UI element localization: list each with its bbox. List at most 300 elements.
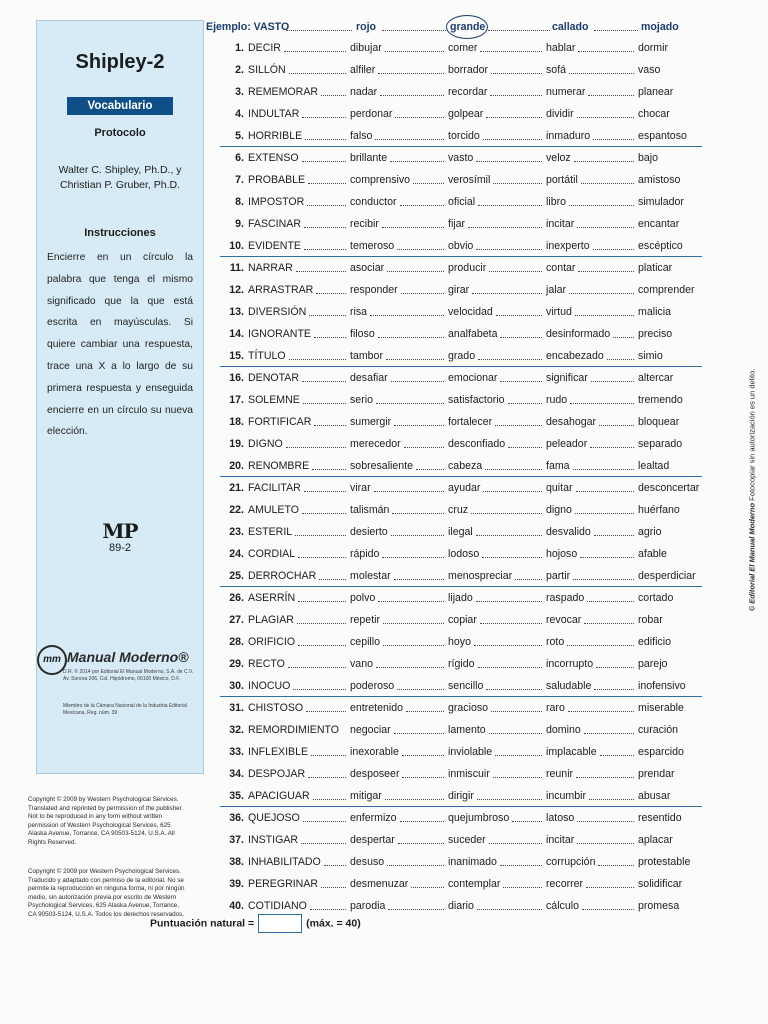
answer-option[interactable]: rígido — [448, 658, 475, 670]
item-number: 12. — [229, 284, 244, 296]
answer-option[interactable]: vaso — [638, 64, 661, 76]
dotted-leader — [569, 293, 634, 294]
answer-option[interactable]: poderoso — [350, 680, 395, 692]
item-number: 24. — [229, 548, 244, 560]
dotted-leader — [489, 843, 542, 844]
item-number: 10. — [229, 240, 244, 252]
answer-option[interactable]: miserable — [638, 702, 684, 714]
item-row — [204, 391, 724, 409]
answer-option[interactable]: inviolable — [448, 746, 493, 758]
item-keyword: HORRIBLE — [248, 130, 303, 142]
answer-option[interactable]: bajo — [638, 152, 659, 164]
dotted-leader — [577, 821, 634, 822]
dotted-leader — [568, 711, 634, 712]
answer-option[interactable]: oficial — [448, 196, 476, 208]
answer-option[interactable]: cabeza — [448, 460, 483, 472]
item-row — [204, 699, 724, 717]
answer-option[interactable]: afable — [638, 548, 667, 560]
answer-option[interactable]: analfabeta — [448, 328, 498, 340]
section-badge: Vocabulario — [67, 97, 173, 115]
answer-option[interactable]: resentido — [638, 812, 682, 824]
dotted-leader — [289, 359, 346, 360]
item-keyword: NARRAR — [248, 262, 293, 274]
item-row — [204, 611, 724, 629]
dotted-leader — [483, 491, 542, 492]
answer-option[interactable]: solidificar — [638, 878, 683, 890]
dotted-leader — [303, 403, 346, 404]
answer-option[interactable]: despertar — [350, 834, 395, 846]
answer-option[interactable]: talismán — [350, 504, 390, 516]
answer-option[interactable]: verosímil — [448, 174, 491, 186]
dotted-leader — [397, 249, 444, 250]
dotted-leader — [486, 689, 542, 690]
answer-option[interactable]: huérfano — [638, 504, 680, 516]
item-row — [204, 61, 724, 79]
answer-option[interactable]: incumbir — [546, 790, 587, 802]
answer-option[interactable]: gracioso — [448, 702, 489, 714]
answer-option[interactable]: negociar — [350, 724, 391, 736]
dotted-leader — [302, 513, 346, 514]
answer-option[interactable]: rápido — [350, 548, 380, 560]
answer-option[interactable]: comprender — [638, 284, 695, 296]
answer-option[interactable]: cálculo — [546, 900, 579, 912]
publisher-logo-icon: mm — [37, 645, 67, 675]
dotted-leader — [600, 755, 634, 756]
dotted-leader — [289, 73, 346, 74]
answer-option[interactable]: incitar — [546, 218, 575, 230]
answer-option[interactable]: fijar — [448, 218, 466, 230]
answer-option[interactable]: amistoso — [638, 174, 681, 186]
item-number: 22. — [229, 504, 244, 516]
answer-option[interactable]: encabezado — [546, 350, 604, 362]
publisher-membership: Miembro de la Cámara Nacional de la Industria Editorial Mexicana, Reg. núm. 39 — [63, 703, 187, 716]
answer-option[interactable]: bloquear — [638, 416, 680, 428]
dotted-leader — [310, 909, 346, 910]
item-row — [204, 347, 724, 365]
dotted-leader — [576, 777, 634, 778]
dotted-leader — [295, 535, 346, 536]
answer-option[interactable]: lamento — [448, 724, 486, 736]
answer-option[interactable]: repetir — [350, 614, 381, 626]
answer-option[interactable]: dormir — [638, 42, 669, 54]
answer-option[interactable]: jalar — [546, 284, 567, 296]
example-option: callado — [552, 21, 589, 33]
answer-option[interactable]: comer — [448, 42, 478, 54]
item-number: 38. — [229, 856, 244, 868]
answer-option[interactable]: menospreciar — [448, 570, 513, 582]
answer-option[interactable]: chocar — [638, 108, 670, 120]
answer-option[interactable]: espantoso — [638, 130, 687, 142]
answer-option[interactable]: fortalecer — [448, 416, 493, 428]
item-row — [204, 193, 724, 211]
answer-option[interactable]: inanimado — [448, 856, 497, 868]
group-divider — [220, 366, 702, 367]
dotted-leader — [383, 623, 444, 624]
item-row — [204, 545, 724, 563]
answer-option[interactable]: portátil — [546, 174, 578, 186]
item-row — [204, 567, 724, 585]
answer-option[interactable]: desafiar — [350, 372, 388, 384]
answer-option[interactable]: agrio — [638, 526, 662, 538]
answer-option[interactable]: brillante — [350, 152, 388, 164]
mp-mark: MP — [102, 519, 138, 543]
item-number: 7. — [235, 174, 244, 186]
dotted-leader — [304, 227, 346, 228]
answer-option[interactable]: lijado — [448, 592, 473, 604]
answer-option[interactable]: hoyo — [448, 636, 471, 648]
item-row — [204, 501, 724, 519]
dotted-leader — [573, 469, 634, 470]
answer-option[interactable]: diario — [448, 900, 474, 912]
answer-option[interactable]: partir — [546, 570, 571, 582]
dotted-leader — [394, 733, 444, 734]
answer-option[interactable]: girar — [448, 284, 470, 296]
answer-option[interactable]: desconcertar — [638, 482, 700, 494]
answer-option[interactable]: recorrer — [546, 878, 584, 890]
answer-option[interactable]: sencillo — [448, 680, 484, 692]
item-number: 40. — [229, 900, 244, 912]
item-number: 33. — [229, 746, 244, 758]
answer-option[interactable]: domino — [546, 724, 581, 736]
item-number: 14. — [229, 328, 244, 340]
answer-option[interactable]: hablar — [546, 42, 576, 54]
dotted-leader — [477, 909, 542, 910]
answer-option[interactable]: separado — [638, 438, 683, 450]
raw-score-field[interactable] — [258, 914, 302, 933]
item-number: 32. — [229, 724, 244, 736]
answer-option[interactable]: parodia — [350, 900, 386, 912]
dotted-leader — [515, 579, 542, 580]
answer-option[interactable]: robar — [638, 614, 663, 626]
dotted-leader — [303, 821, 346, 822]
answer-option[interactable]: inmaduro — [546, 130, 591, 142]
answer-option[interactable]: reunir — [546, 768, 574, 780]
answer-option[interactable]: desmenuzar — [350, 878, 409, 890]
dotted-leader — [588, 95, 634, 96]
instructions-heading: Instrucciones — [84, 227, 156, 239]
answer-option[interactable]: polvo — [350, 592, 376, 604]
dotted-leader — [478, 205, 542, 206]
item-keyword: DIVERSIÓN — [248, 306, 307, 318]
answer-option[interactable]: responder — [350, 284, 398, 296]
dotted-leader — [390, 161, 444, 162]
item-keyword: AMULETO — [248, 504, 300, 516]
item-keyword: INOCUO — [248, 680, 291, 692]
item-row — [204, 853, 724, 871]
dotted-leader — [578, 51, 634, 52]
item-row — [204, 655, 724, 673]
item-keyword: RENOMBRE — [248, 460, 310, 472]
dotted-leader — [387, 271, 444, 272]
item-row — [204, 39, 724, 57]
answer-option[interactable]: corrupción — [546, 856, 596, 868]
dotted-leader — [476, 601, 542, 602]
answer-option[interactable]: incorrupto — [546, 658, 594, 670]
answer-option[interactable]: parejo — [638, 658, 668, 670]
answer-option[interactable]: tremendo — [638, 394, 683, 406]
answer-option[interactable]: molestar — [350, 570, 391, 582]
item-row — [204, 589, 724, 607]
item-row — [204, 149, 724, 167]
answer-option[interactable]: platicar — [638, 262, 673, 274]
dotted-leader — [313, 799, 346, 800]
answer-option[interactable]: saludable — [546, 680, 592, 692]
answer-option[interactable]: torcido — [448, 130, 480, 142]
answer-option[interactable]: promesa — [638, 900, 680, 912]
answer-option[interactable]: borrador — [448, 64, 489, 76]
answer-option[interactable]: contar — [546, 262, 576, 274]
answer-option[interactable]: altercar — [638, 372, 674, 384]
answer-option[interactable]: preciso — [638, 328, 673, 340]
dotted-leader — [500, 337, 542, 338]
answer-option[interactable]: satisfactorio — [448, 394, 505, 406]
dotted-leader — [587, 601, 634, 602]
answer-option[interactable]: asociar — [350, 262, 385, 274]
answer-option[interactable]: enfermizo — [350, 812, 397, 824]
answer-option[interactable]: latoso — [546, 812, 575, 824]
answer-option[interactable]: perdonar — [350, 108, 393, 120]
dotted-leader — [570, 403, 634, 404]
dotted-leader — [480, 623, 542, 624]
answer-option[interactable]: virar — [350, 482, 371, 494]
answer-option[interactable]: veloz — [546, 152, 571, 164]
answer-option[interactable]: esparcido — [638, 746, 684, 758]
copyright-english: Copyright © 2009 by Western Psychological Services. Translated and reprinted by permission of the publisher. Not to be reproduced in any form without written permission of Western Psychological Services, 625 Alaska Avenue, Torrance, CA 90503-5124, U.S.A. All Rights Reserved. — [28, 796, 184, 846]
item-number: 16. — [229, 372, 244, 384]
dotted-leader — [284, 51, 346, 52]
item-keyword: ORIFICIO — [248, 636, 296, 648]
answer-option[interactable]: inexperto — [546, 240, 590, 252]
dotted-leader — [302, 161, 346, 162]
answer-option[interactable]: ilegal — [448, 526, 473, 538]
answer-option[interactable]: contemplar — [448, 878, 501, 890]
answer-option[interactable]: malicia — [638, 306, 671, 318]
answer-option[interactable]: merecedor — [350, 438, 401, 450]
answer-option[interactable]: ayudar — [448, 482, 481, 494]
answer-option[interactable]: quitar — [546, 482, 573, 494]
answer-option[interactable]: obvio — [448, 240, 474, 252]
answer-option[interactable]: lealtad — [638, 460, 670, 472]
answer-option[interactable]: simulador — [638, 196, 684, 208]
answer-option[interactable]: suceder — [448, 834, 486, 846]
answer-option[interactable]: dividir — [546, 108, 574, 120]
item-number: 27. — [229, 614, 244, 626]
item-number: 25. — [229, 570, 244, 582]
dotted-leader — [316, 293, 346, 294]
dotted-leader — [477, 799, 542, 800]
answer-option[interactable]: desposeer — [350, 768, 400, 780]
item-keyword: SOLEMNE — [248, 394, 300, 406]
dotted-leader — [496, 315, 542, 316]
answer-option[interactable]: peleador — [546, 438, 588, 450]
answer-option[interactable]: lodoso — [448, 548, 480, 560]
answer-option[interactable]: alfiler — [350, 64, 376, 76]
dotted-leader — [573, 579, 634, 580]
answer-option[interactable]: fama — [546, 460, 570, 472]
answer-option[interactable]: serio — [350, 394, 373, 406]
answer-option[interactable]: implacable — [546, 746, 597, 758]
answer-option[interactable]: digno — [546, 504, 572, 516]
item-keyword: REMEMORAR — [248, 86, 319, 98]
item-row — [204, 413, 724, 431]
answer-option[interactable]: vano — [350, 658, 373, 670]
answer-option[interactable]: risa — [350, 306, 368, 318]
answer-option[interactable]: tambor — [350, 350, 383, 362]
answer-option[interactable]: roto — [546, 636, 565, 648]
dotted-leader — [575, 513, 634, 514]
dotted-leader — [392, 513, 444, 514]
answer-option[interactable]: mitigar — [350, 790, 382, 802]
answer-option[interactable]: virtud — [546, 306, 572, 318]
item-number: 31. — [229, 702, 244, 714]
item-number: 8. — [235, 196, 244, 208]
answer-option[interactable]: inexorable — [350, 746, 399, 758]
item-number: 20. — [229, 460, 244, 472]
answer-option[interactable]: abusar — [638, 790, 671, 802]
answer-option[interactable]: rudo — [546, 394, 568, 406]
answer-option[interactable]: cortado — [638, 592, 674, 604]
dotted-leader — [567, 645, 634, 646]
item-keyword: CORDIAL — [248, 548, 296, 560]
answer-option[interactable]: inmiscuir — [448, 768, 490, 780]
answer-option[interactable]: entretenido — [350, 702, 404, 714]
dotted-leader — [508, 403, 542, 404]
answer-option[interactable]: simio — [638, 350, 663, 362]
answer-option[interactable]: cepillo — [350, 636, 381, 648]
item-keyword: ARRASTRAR — [248, 284, 314, 296]
answer-option[interactable]: desinformado — [546, 328, 611, 340]
dotted-leader — [400, 205, 444, 206]
answer-option[interactable]: sobresaliente — [350, 460, 414, 472]
dotted-leader — [596, 667, 634, 668]
mp-code: 89-2 — [108, 542, 132, 554]
answer-option[interactable]: desuso — [350, 856, 385, 868]
answer-option[interactable]: falso — [350, 130, 373, 142]
answer-option[interactable]: conductor — [350, 196, 397, 208]
answer-option[interactable]: sumergir — [350, 416, 392, 428]
dotted-leader — [483, 139, 542, 140]
answer-option[interactable]: encantar — [638, 218, 680, 230]
answer-option[interactable]: grado — [448, 350, 476, 362]
answer-option[interactable]: protestable — [638, 856, 691, 868]
dotted-leader — [594, 689, 634, 690]
dotted-leader — [580, 557, 634, 558]
dotted-leader — [380, 95, 444, 96]
answer-option[interactable]: velocidad — [448, 306, 493, 318]
answer-option[interactable]: inofensivo — [638, 680, 686, 692]
answer-option[interactable]: nadar — [350, 86, 378, 98]
answer-option[interactable]: golpear — [448, 108, 484, 120]
answer-option[interactable]: desconfiado — [448, 438, 506, 450]
answer-option[interactable]: producir — [448, 262, 487, 274]
answer-option[interactable]: revocar — [546, 614, 582, 626]
answer-option[interactable]: raspado — [546, 592, 585, 604]
dotted-leader — [387, 865, 444, 866]
answer-option[interactable]: desierto — [350, 526, 388, 538]
item-keyword: PROBABLE — [248, 174, 306, 186]
dotted-leader — [582, 909, 634, 910]
answer-option[interactable]: planear — [638, 86, 674, 98]
answer-option[interactable]: curación — [638, 724, 679, 736]
answer-option[interactable]: edificio — [638, 636, 671, 648]
dotted-leader — [593, 249, 634, 250]
dotted-leader — [293, 689, 346, 690]
answer-option[interactable]: desperdiciar — [638, 570, 696, 582]
answer-option[interactable]: temeroso — [350, 240, 395, 252]
dotted-leader — [391, 535, 444, 536]
dotted-leader — [489, 271, 542, 272]
dotted-leader — [382, 227, 444, 228]
dotted-leader — [311, 755, 346, 756]
dotted-leader — [305, 139, 346, 140]
item-row — [204, 303, 724, 321]
answer-option[interactable]: recordar — [448, 86, 488, 98]
answer-option[interactable]: significar — [546, 372, 588, 384]
dotted-leader — [319, 579, 346, 580]
dotted-leader — [374, 491, 444, 492]
item-keyword: PEREGRINAR — [248, 878, 319, 890]
answer-option[interactable]: hojoso — [546, 548, 578, 560]
item-keyword: EVIDENTE — [248, 240, 301, 252]
publisher-name: Manual Moderno® — [67, 649, 189, 665]
item-row — [204, 457, 724, 475]
item-keyword: DENOTAR — [248, 372, 300, 384]
answer-option[interactable]: dibujar — [350, 42, 382, 54]
answer-option[interactable]: sofá — [546, 64, 567, 76]
item-keyword: INFLEXIBLE — [248, 746, 309, 758]
dotted-leader — [324, 865, 346, 866]
dotted-leader — [468, 227, 542, 228]
dotted-leader — [406, 711, 444, 712]
dotted-leader — [476, 161, 542, 162]
dotted-leader — [574, 161, 634, 162]
side-credit-note: Fotocopiar sin autorización es un delito. — [747, 368, 757, 501]
answer-option[interactable]: desvalido — [546, 526, 591, 538]
dotted-leader — [321, 95, 346, 96]
item-row — [204, 479, 724, 497]
answer-option[interactable]: aplacar — [638, 834, 673, 846]
item-number: 21. — [229, 482, 244, 494]
item-number: 39. — [229, 878, 244, 890]
item-keyword: INHABILITADO — [248, 856, 321, 868]
answer-option[interactable]: libro — [546, 196, 567, 208]
item-row — [204, 633, 724, 651]
answer-option[interactable]: quejumbroso — [448, 812, 510, 824]
answer-option[interactable]: desahogar — [546, 416, 597, 428]
copyright-spanish: Copyright © 2009 por Western Psychological Services. Traducido y adaptado con permiso de la editorial. No se permite la reproducción en ninguna forma, ni por ningún medio, sin autorización previa por escrito de Western Psychological Services, 625 Alaska Avenue, Torrance, CA 90503-5124, U.S.A. Todos los derechos reservados. — [28, 868, 185, 918]
answer-option[interactable]: vasto — [448, 152, 474, 164]
answer-option[interactable]: copiar — [448, 614, 477, 626]
answer-option[interactable]: cruz — [448, 504, 469, 516]
answer-option[interactable]: emocionar — [448, 372, 498, 384]
answer-option[interactable]: incitar — [546, 834, 575, 846]
answer-option[interactable]: numerar — [546, 86, 586, 98]
answer-option[interactable]: filoso — [350, 328, 375, 340]
answer-option[interactable]: raro — [546, 702, 565, 714]
dotted-leader — [308, 777, 346, 778]
answer-option[interactable]: recibir — [350, 218, 379, 230]
dotted-leader — [599, 425, 634, 426]
item-row — [204, 897, 724, 915]
answer-option[interactable]: escéptico — [638, 240, 683, 252]
answer-option[interactable]: comprensivo — [350, 174, 411, 186]
answer-option[interactable]: dirigir — [448, 790, 474, 802]
dotted-leader — [495, 425, 542, 426]
dotted-leader — [298, 557, 346, 558]
item-keyword: PLAGIAR — [248, 614, 294, 626]
dotted-leader — [586, 887, 634, 888]
answer-option[interactable]: prendar — [638, 768, 675, 780]
